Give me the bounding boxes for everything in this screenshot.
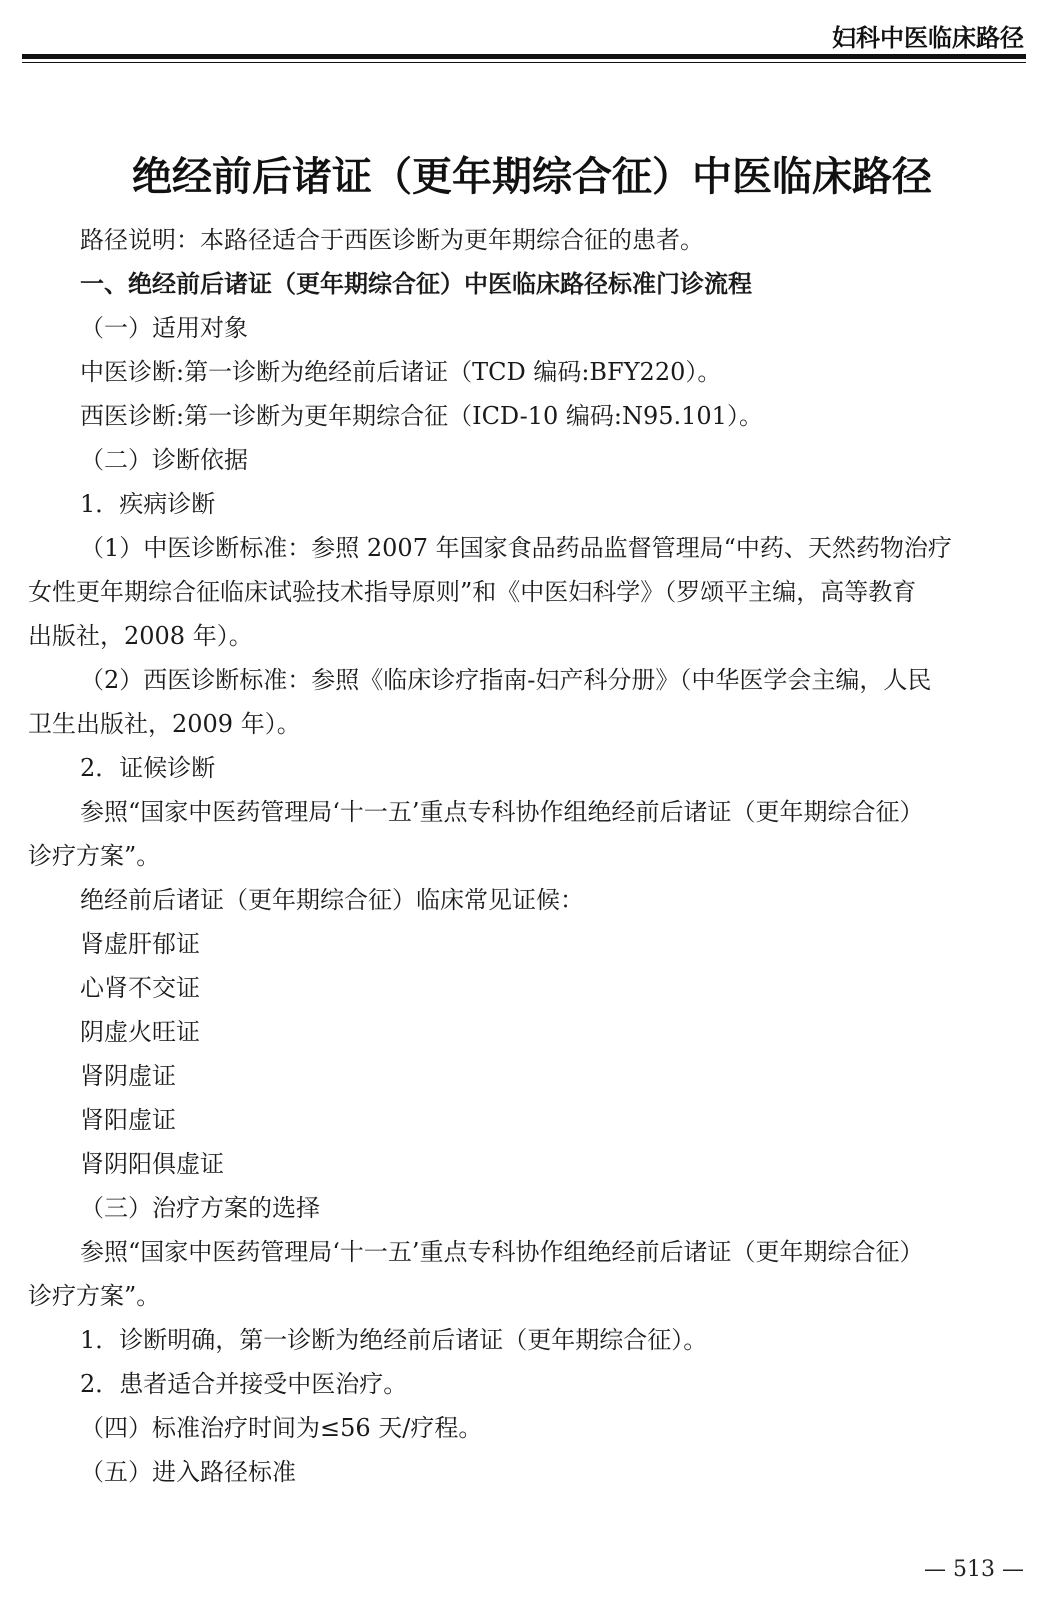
section-heading-1: 一、绝经前后诸证（更年期综合征）中医临床路径标准门诊流程 <box>80 270 752 298</box>
subheading-applicable: （一）适用对象 <box>80 314 248 342</box>
subheading-entry: （五）进入路径标准 <box>80 1458 296 1486</box>
western-standard-line1: （2）西医诊断标准：参照《临床诊疗指南-妇产科分册》（中华医学会主编，人民 <box>80 666 932 694</box>
item-syndrome-diagnosis: 2．证候诊断 <box>80 754 216 782</box>
western-standard-line2: 卫生出版社，2009 年）。 <box>28 710 301 738</box>
tcm-standard-line2: 女性更年期综合征临床试验技术指导原则”和《中医妇科学》（罗颂平主编，高等教育 <box>28 578 917 606</box>
header-rule-thick <box>22 54 1026 59</box>
tcm-diagnosis: 中医诊断:第一诊断为绝经前后诸证（TCD 编码:BFY220）。 <box>80 358 722 386</box>
treatment-reference-line1: 参照“国家中医药管理局‘十一五’重点专科协作组绝经前后诸证（更年期综合征） <box>80 1238 924 1266</box>
syndrome-item: 心肾不交证 <box>80 974 200 1002</box>
western-diagnosis: 西医诊断:第一诊断为更年期综合征（ICD-10 编码:N95.101）。 <box>80 402 763 430</box>
page-title: 绝经前后诸证（更年期综合征）中医临床路径 <box>132 153 932 200</box>
treatment-reference-line2: 诊疗方案”。 <box>28 1282 161 1310</box>
tcm-standard-line3: 出版社，2008 年）。 <box>28 622 253 650</box>
treatment-criterion-2: 2．患者适合并接受中医治疗。 <box>80 1370 408 1398</box>
syndrome-item: 阴虚火旺证 <box>80 1018 200 1046</box>
syndrome-item: 肾阴阳俱虚证 <box>80 1150 224 1178</box>
page-number: — 513 — <box>924 1557 1024 1582</box>
subheading-duration: （四）标准治疗时间为≤56 天/疗程。 <box>80 1414 483 1442</box>
syndrome-item: 肾阳虚证 <box>80 1106 176 1134</box>
item-disease-diagnosis: 1．疾病诊断 <box>80 490 216 518</box>
treatment-criterion-1: 1．诊断明确，第一诊断为绝经前后诸证（更年期综合征）。 <box>80 1326 708 1354</box>
syndrome-item: 肾阴虚证 <box>80 1062 176 1090</box>
header-rule-thin <box>22 62 1026 63</box>
syndrome-reference-line1: 参照“国家中医药管理局‘十一五’重点专科协作组绝经前后诸证（更年期综合征） <box>80 798 924 826</box>
syndrome-reference-line2: 诊疗方案”。 <box>28 842 161 870</box>
tcm-standard-line1: （1）中医诊断标准：参照 2007 年国家食品药品监督管理局“中药、天然药物治疗 <box>80 534 952 562</box>
subheading-treatment: （三）治疗方案的选择 <box>80 1194 320 1222</box>
subheading-basis: （二）诊断依据 <box>80 446 248 474</box>
path-description: 路径说明：本路径适合于西医诊断为更年期综合征的患者。 <box>80 226 704 254</box>
common-syndromes-intro: 绝经前后诸证（更年期综合征）临床常见证候： <box>80 886 584 914</box>
running-header: 妇科中医临床路径 <box>832 24 1024 52</box>
syndrome-item: 肾虚肝郁证 <box>80 930 200 958</box>
document-body <box>28 218 1028 1494</box>
